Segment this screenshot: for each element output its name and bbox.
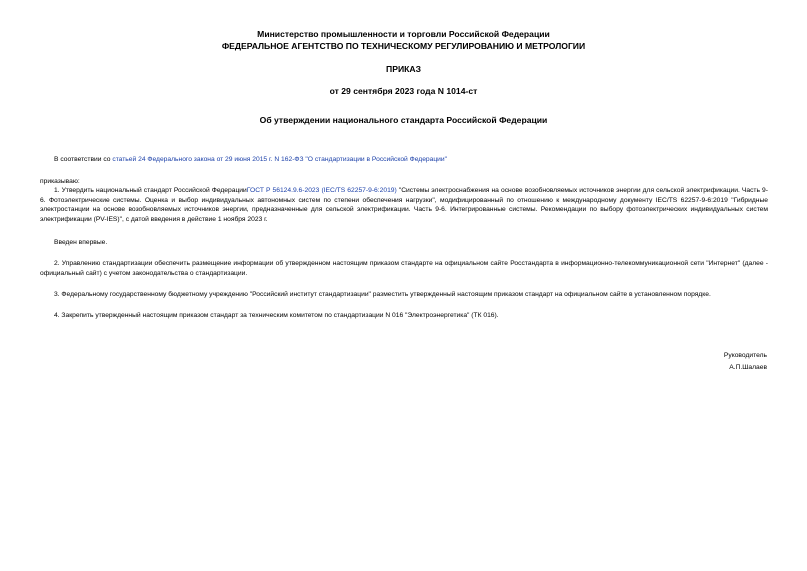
ministry-name: Министерство промышленности и торговли Российской Федерации (257, 29, 550, 39)
order-word: приказываю: (40, 178, 80, 185)
intro-prefix: В соответствии со (54, 156, 113, 163)
introduced-first-note: Введен впервые. (54, 239, 108, 246)
document-date-number: от 29 сентября 2023 года N 1014-ст (329, 86, 478, 96)
signatory-name: А.П.Шалаев (729, 364, 767, 371)
item-2-paragraph: 2. Управлению стандартизации обеспечить размещение информации об утвержденном настоящим приказом стандарте на официальном сайте Росстандарта в информационно-телекоммуникационной сети "Интернет" (далее - официальный сайт) с учетом законодательства о стандартизации. (40, 260, 768, 277)
law-article-link[interactable]: статьей 24 Федерального закона от 29 июня 2015 г. N 162-ФЗ "О стандартизации в Российской Федерации" (112, 156, 448, 163)
item-1-prefix: 1. Утвердить национальный стандарт Российской Федерации (54, 187, 247, 194)
agency-name: ФЕДЕРАЛЬНОЕ АГЕНТСТВО ПО ТЕХНИЧЕСКОМУ РЕГУЛИРОВАНИЮ И МЕТРОЛОГИИ (221, 41, 586, 51)
intro-paragraph (40, 155, 768, 165)
item-1-paragraph (40, 186, 768, 224)
signature-block (567, 350, 767, 374)
item-4-paragraph: 4. Закрепить утвержденный настоящим приказом стандарт за техническим комитетом по стандартизации N 016 "Электроэнергетика" (ТК 016). (54, 312, 499, 319)
item-1-suffix: "Системы электроснабжения на основе возобновляемых источников энергии для сельской электрификации. Часть 9-6. Фотоэлектрические системы. Оценка и выбор индивидуальных автономных систем по степени обеспечения нагрузки", модифицированный по отношению к международному документу IEC/TS 62257-9-6:2019 "Гибридные электростанции на основе возобновляемых источников энергии, предназначенные для сельской электрификации. Часть 9-6. Интегрированные системы. Рекомендации по выбору фотоэлектрических индивидуальных систем электрификации (PV-IES)", с датой введения в действие 1 ноября 2023 г. (40, 187, 768, 223)
item-3-paragraph: 3. Федеральному государственному бюджетному учреждению "Российский институт стандартизации" разместить утвержденный настоящим приказом стандарт на официальном сайте в установленном порядке. (54, 291, 711, 298)
document-type: ПРИКАЗ (386, 64, 421, 74)
signatory-position: Руководитель (723, 352, 767, 359)
document-title: Об утверждении национального стандарта Российской Федерации (259, 115, 548, 125)
gost-standard-link[interactable]: ГОСТ Р 56124.9.6-2023 (IEC/TS 62257-9-6:2019) (246, 187, 397, 194)
